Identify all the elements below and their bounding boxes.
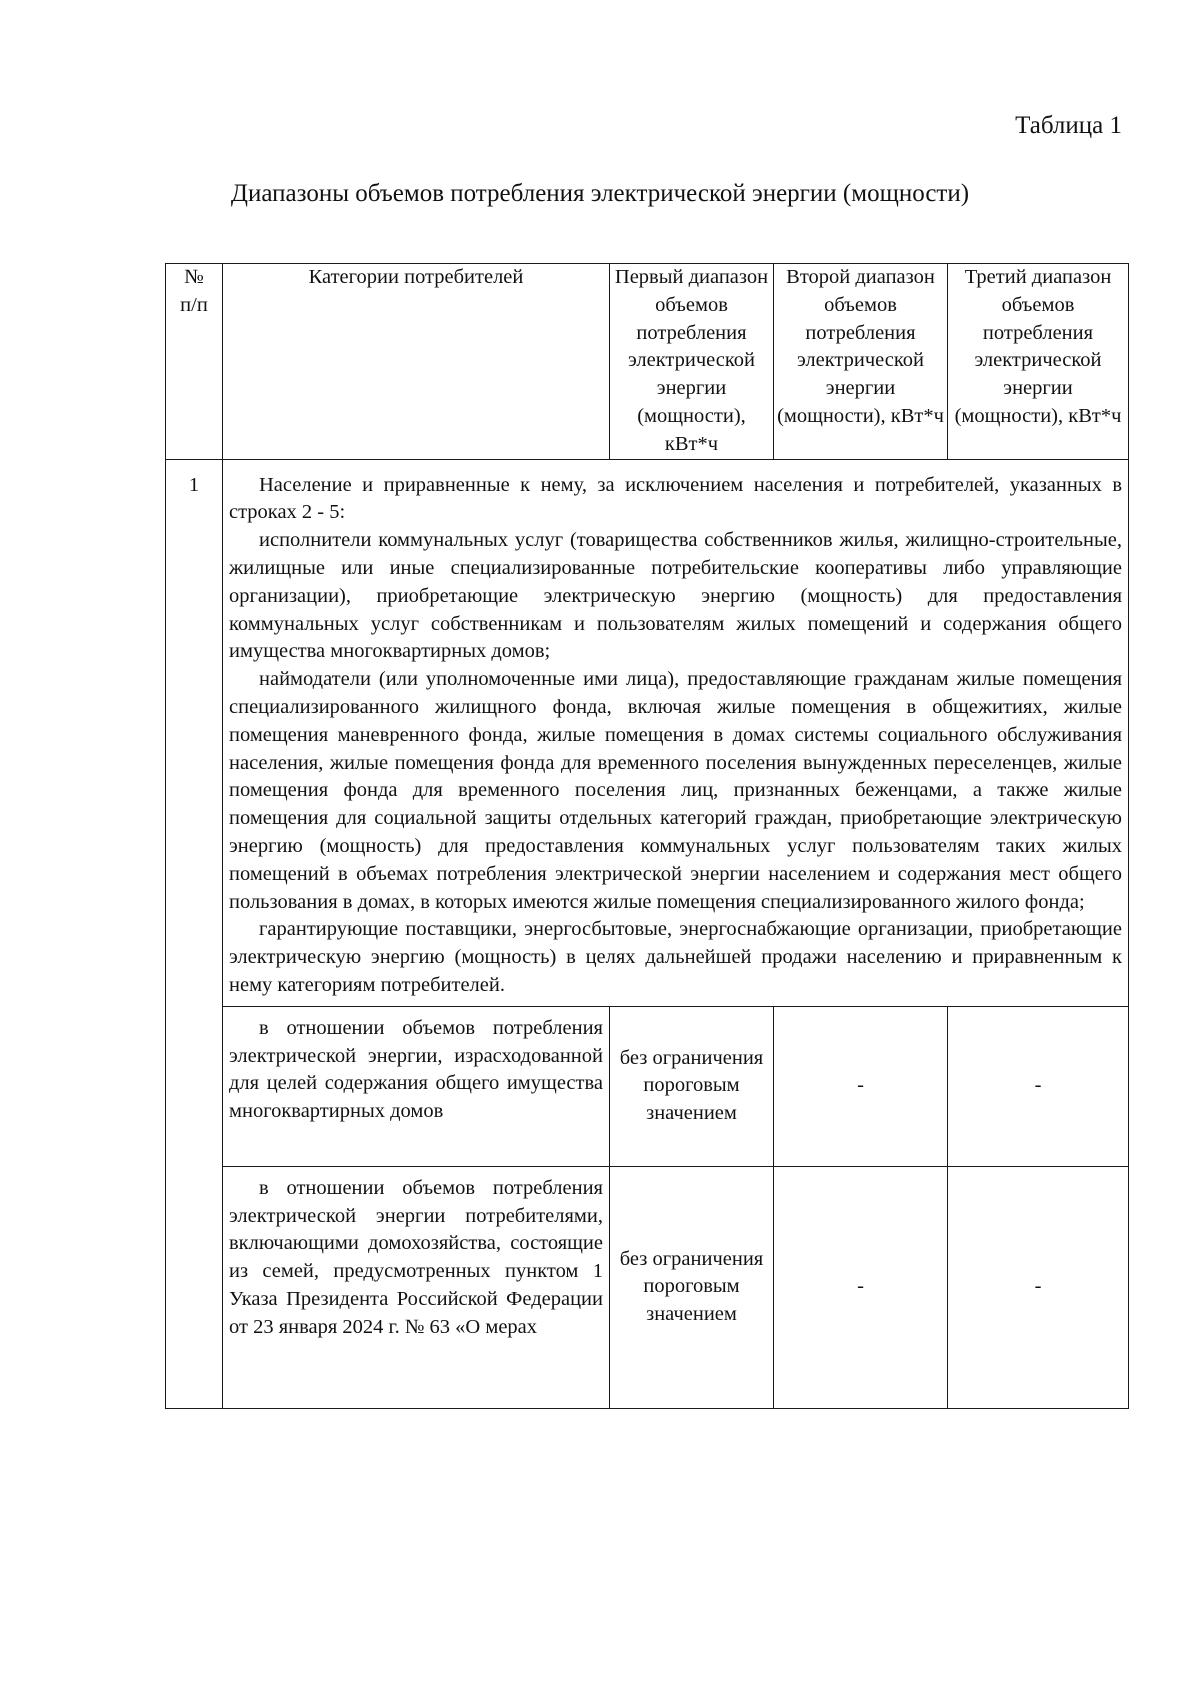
subrow-range-3: -	[948, 1006, 1129, 1166]
header-range-3: Третий диапазон объемов потребления электрической энергии (мощности), кВт*ч	[948, 264, 1129, 460]
row-category-text	[223, 459, 1129, 1006]
category-paragraph: Население и приравненные к нему, за исключением населения и потребителей, указанных в строках 2 - 5:	[229, 473, 1122, 524]
subrow-range-3: -	[948, 1166, 1129, 1408]
category-paragraph: наймодатели (или уполномоченные ими лица), предоставляющие гражданам жилые помещения специализированного жилищного фонда, включая жилые помещения в общежитиях, жилые помещения маневренного фонда, жилые помещения в домах системы социального обслуживания населения, жилые помещения фонда для временного поселения вынужденных переселенцев, жилые помещения фонда для временного поселения лиц, признанных беженцами, а также жилые помещения для социальной защиты отдельных категорий граждан, приобретающие электрическую энергию (мощность) для предоставления коммунальных услуг пользователям таких жилых помещений в объемах потребления электрической энергии населением и содержания мест общего пользования в домах, в которых имеются жилые помещения специализированного жилого фонда;	[229, 668, 1122, 913]
subrow-range-1: без ограничения пороговым значением	[610, 1166, 774, 1408]
header-range-2: Второй диапазон объемов потребления электрической энергии (мощности), кВт*ч	[774, 264, 948, 460]
subrow-category-text	[223, 1006, 610, 1166]
subrow-paragraph: в отношении объемов потребления электрической энергии, израсходованной для целей содержания общего имущества многоквартирных домов	[229, 1016, 603, 1123]
category-paragraph: исполнители коммунальных услуг (товарищества собственников жилья, жилищно-строительные, жилищные или иные специализированные потребительские кооперативы либо управляющие организации), приобретающие электрическую энергию (мощность) для предоставления коммунальных услуг собственникам и пользователям жилых помещений и содержания общего имущества многоквартирных домов;	[229, 529, 1122, 663]
table-subrow	[166, 1166, 1129, 1408]
header-category: Категории потребителей	[223, 264, 610, 460]
subrow-range-2: -	[774, 1166, 948, 1408]
header-range-1: Первый диапазон объемов потребления электрической энергии (мощности), кВт*ч	[610, 264, 774, 460]
header-number: № п/п	[166, 264, 223, 460]
category-paragraph: гарантирующие поставщики, энергосбытовые, энергоснабжающие организации, приобретающие электрическую энергию (мощность) в целях дальнейшей продажи населению и приравненным к нему категориям потребителей.	[229, 918, 1122, 996]
subrow-range-2: -	[774, 1006, 948, 1166]
subrow-category-text	[223, 1166, 610, 1408]
subrow-range-1: без ограничения пороговым значением	[610, 1006, 774, 1166]
table-label: Таблица 1	[1015, 112, 1122, 139]
subrow-paragraph: в отношении объемов потребления электрической энергии потребителями, включающими домохозяйства, состоящие из семей, предусмотренных пунктом 1 Указа Президента Российской Федерации от 23 января 2024 г. № 63 «О мерах	[229, 1176, 603, 1338]
document-title: Диапазоны объемов потребления электрической энергии (мощности)	[230, 180, 970, 207]
row-number: 1	[166, 459, 223, 1408]
consumption-ranges-table	[165, 263, 1129, 1409]
table-subrow	[166, 1006, 1129, 1166]
table-header-row	[166, 264, 1129, 460]
table-row	[166, 459, 1129, 1006]
